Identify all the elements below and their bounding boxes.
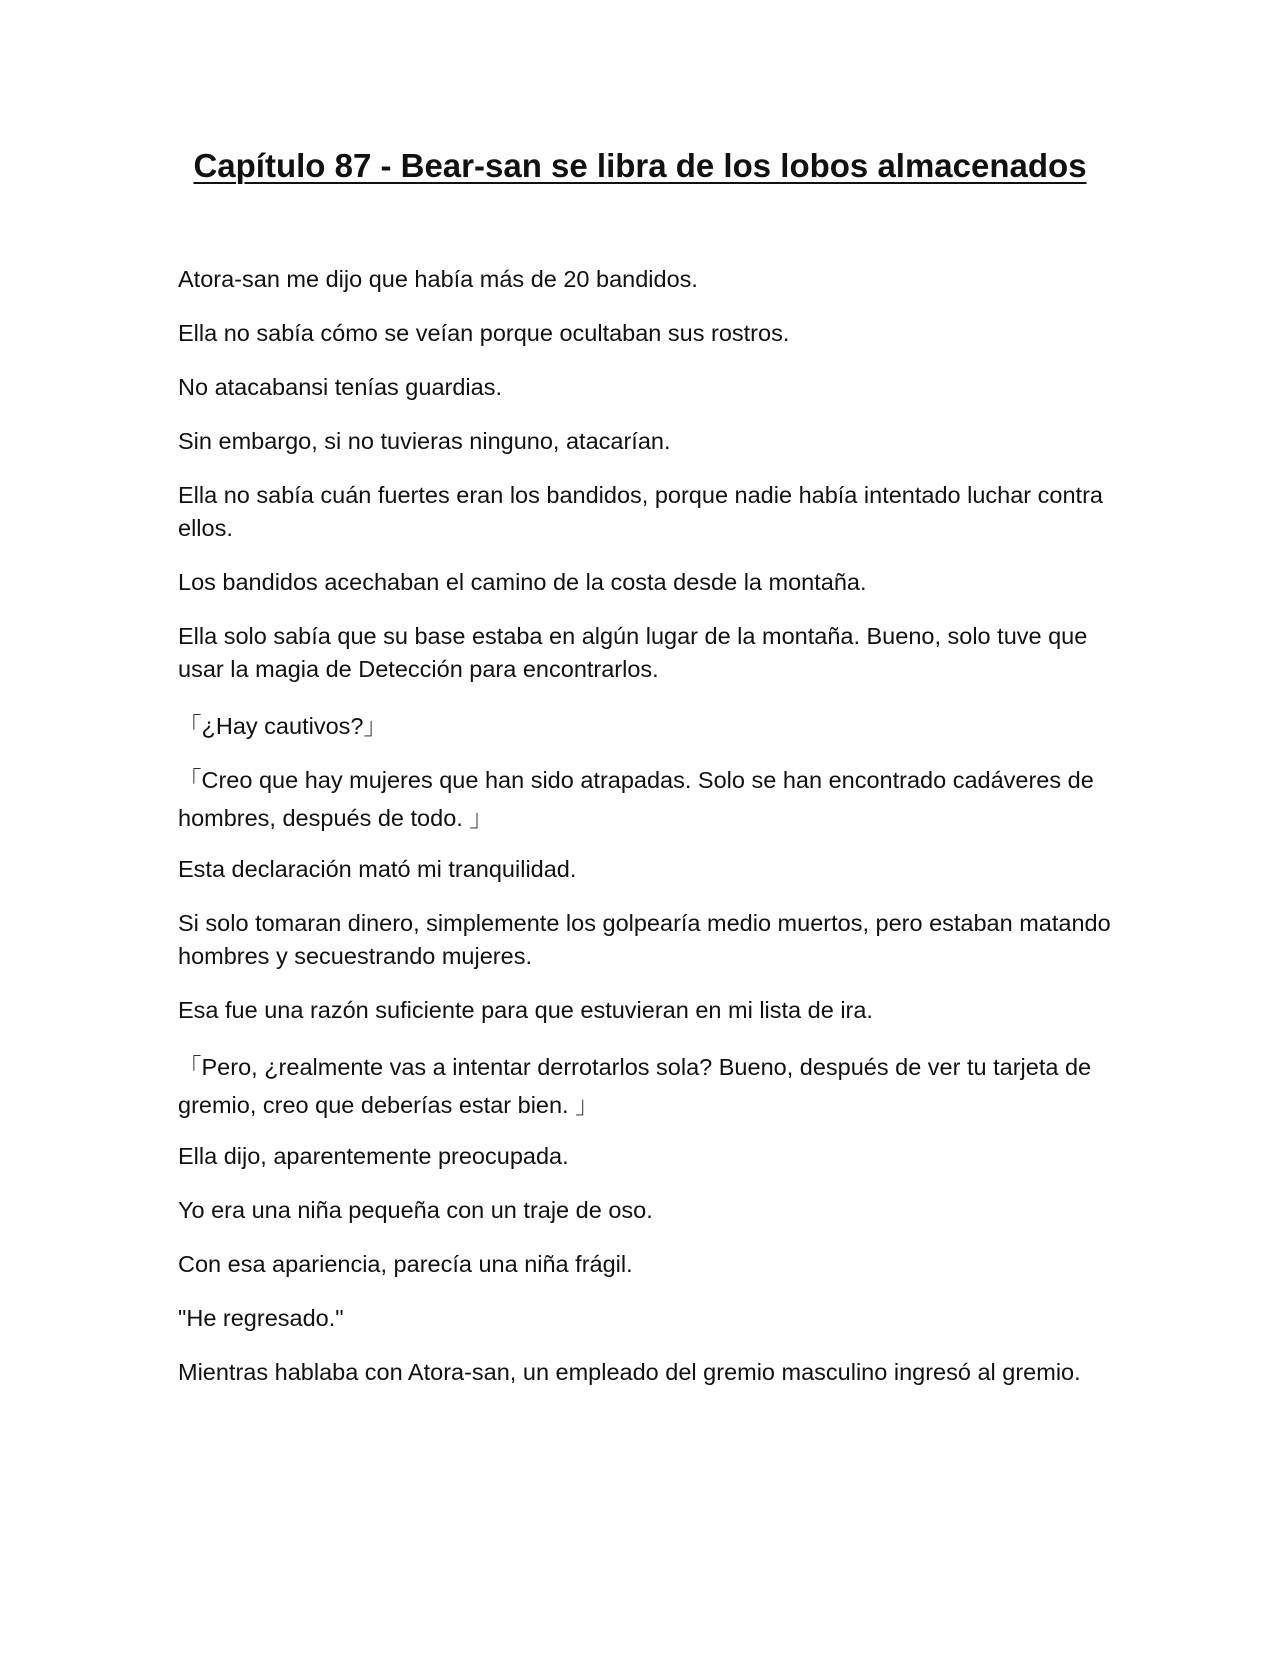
paragraph: Esa fue una razón suficiente para que estuvieran en mi lista de ira. — [178, 997, 873, 1023]
dialogue-paragraph: 「Pero, ¿realmente vas a intentar derrotarlos sola? Bueno, después de ver tu tarjeta de gremio, creo que deberías estar bien. 」 — [178, 1054, 1092, 1118]
paragraph: Esta declaración mató mi tranquilidad. — [178, 856, 577, 882]
paragraph: "He regresado." — [178, 1305, 344, 1331]
dialogue-paragraph: 「Creo que hay mujeres que han sido atrapadas. Solo se han encontrado cadáveres de hombres, después de todo. 」 — [178, 767, 1094, 831]
paragraph: Ella no sabía cómo se veían porque ocultaban sus rostros. — [178, 320, 790, 346]
paragraph: Atora-san me dijo que había más de 20 bandidos. — [178, 266, 698, 292]
paragraph: Si solo tomaran dinero, simplemente los golpearía medio muertos, pero estaban matando hombres y secuestrando mujeres. — [178, 910, 1111, 969]
paragraph: Mientras hablaba con Atora-san, un empleado del gremio masculino ingresó al gremio. — [178, 1359, 1081, 1385]
paragraph: Ella dijo, aparentemente preocupada. — [178, 1143, 569, 1169]
paragraph: Con esa apariencia, parecía una niña frágil. — [178, 1251, 633, 1277]
paragraph: Los bandidos acechaban el camino de la costa desde la montaña. — [178, 569, 867, 595]
paragraph: Sin embargo, si no tuvieras ninguno, atacarían. — [178, 428, 671, 454]
paragraph: Ella solo sabía que su base estaba en algún lugar de la montaña. Bueno, solo tuve que usar la magia de Detección para encontrarlos. — [178, 623, 1088, 682]
paragraph: Ella no sabía cuán fuertes eran los bandidos, porque nadie había intentado luchar contra ellos. — [178, 482, 1103, 541]
chapter-body — [178, 263, 1118, 1410]
chapter-title: Capítulo 87 - Bear-san se libra de los lobos almacenados — [193, 147, 1087, 184]
dialogue-paragraph: 「¿Hay cautivos?」 — [178, 713, 387, 739]
paragraph: No atacabansi tenías guardias. — [178, 374, 502, 400]
paragraph: Yo era una niña pequeña con un traje de oso. — [178, 1197, 653, 1223]
